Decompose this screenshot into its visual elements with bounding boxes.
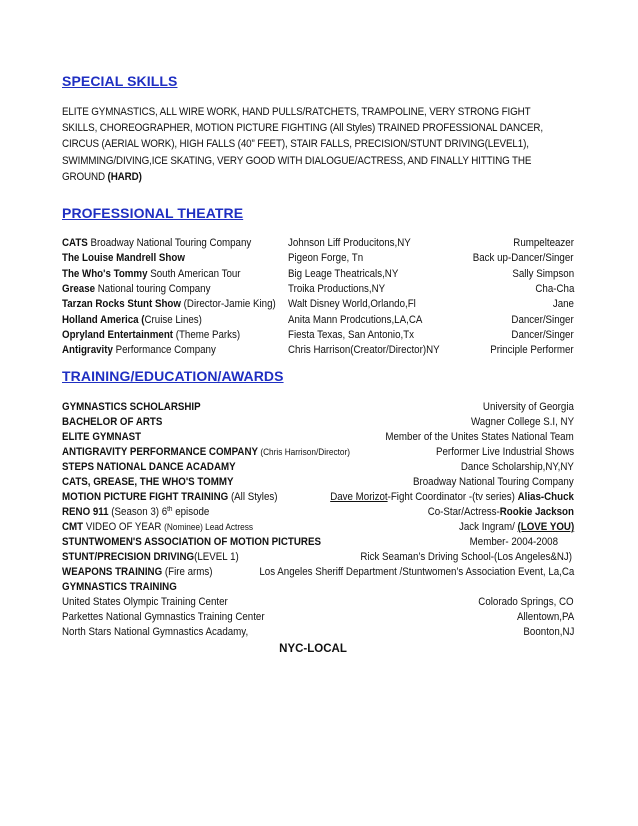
training-row bbox=[62, 446, 574, 461]
training-detail-text: Co-Star/Actress- bbox=[427, 506, 500, 518]
theatre-producer: Johnson Liff Producitons,NY bbox=[288, 237, 411, 249]
theatre-show-title: Tarzan Rocks Stunt Show bbox=[62, 298, 181, 311]
training-title-note: (Season 3) 6 bbox=[108, 506, 168, 518]
theatre-show-detail: Cruise Lines) bbox=[144, 313, 202, 326]
training-row bbox=[62, 551, 574, 566]
training-detail: Dance Scholarship,NY,NY bbox=[460, 461, 574, 473]
theatre-producer: Pigeon Forge, Tn bbox=[288, 252, 364, 265]
training-row bbox=[62, 611, 574, 626]
theatre-credit-row bbox=[62, 298, 574, 313]
training-title-bold: RENO 911 bbox=[62, 506, 109, 518]
theatre-credit-row bbox=[62, 252, 574, 267]
theatre-credit-row bbox=[62, 329, 574, 344]
training-detail bbox=[330, 491, 574, 503]
training-detail: Broadway National Touring Company bbox=[413, 476, 574, 488]
theatre-producer: Fiesta Texas, San Antonio,Tx bbox=[288, 328, 415, 341]
theatre-show bbox=[62, 268, 241, 280]
training-detail: Allentown,PA bbox=[516, 611, 574, 623]
training-detail-text: -Fight Coordinator -(tv series) bbox=[387, 491, 518, 503]
special-skills-heading: SPECIAL SKILLS bbox=[62, 73, 178, 89]
theatre-credit-row bbox=[62, 344, 574, 359]
theatre-show bbox=[62, 298, 276, 310]
theatre-show-title: The Who's Tommy bbox=[62, 267, 148, 280]
theatre-show bbox=[62, 283, 210, 295]
theatre-show-detail: National touring Company bbox=[95, 282, 211, 295]
footer-text: NYC-LOCAL bbox=[279, 643, 347, 655]
training-title: United States Olympic Training Center bbox=[62, 596, 228, 608]
theatre-credit-row bbox=[62, 283, 574, 298]
training-row bbox=[62, 581, 574, 596]
special-skills-bold: (HARD) bbox=[107, 170, 142, 183]
theatre-show-title: Holland America ( bbox=[62, 313, 145, 326]
training-detail: University of Georgia bbox=[482, 401, 574, 413]
training-row bbox=[62, 461, 574, 476]
training-title: GYMNASTICS SCHOLARSHIP bbox=[62, 401, 201, 413]
training-title bbox=[62, 521, 253, 533]
training-title-note: (Fire arms) bbox=[162, 566, 213, 578]
training-detail-bold: (LOVE YOU) bbox=[517, 521, 574, 533]
theatre-producer: Big Leage Theatricals,NY bbox=[288, 267, 399, 280]
theatre-producer: Walt Disney World,Orlando,Fl bbox=[288, 298, 416, 311]
training-title-bold: STUNT/PRECISION DRIVING bbox=[62, 551, 195, 563]
theatre-role: Rumpelteazer bbox=[513, 237, 574, 249]
training-row bbox=[62, 431, 574, 446]
training-title-bold: MOTION PICTURE FIGHT TRAINING bbox=[62, 491, 229, 503]
training-row bbox=[62, 521, 574, 536]
theatre-credit-row bbox=[62, 237, 574, 252]
training-detail-text: Jack Ingram/ bbox=[458, 521, 518, 533]
training-title: GYMNASTICS TRAINING bbox=[62, 581, 177, 593]
training-row bbox=[62, 506, 574, 521]
training-detail-underlined: Dave Morizot bbox=[330, 491, 388, 503]
training-title-bold: ANTIGRAVITY PERFORMANCE COMPANY bbox=[62, 446, 259, 458]
theatre-show-title: CATS bbox=[62, 237, 88, 249]
training-title: Parkettes National Gymnastics Training Center bbox=[62, 611, 265, 623]
theatre-show bbox=[62, 344, 216, 356]
theatre-credit-row bbox=[62, 268, 574, 283]
theatre-show bbox=[62, 252, 185, 264]
training-detail: Performer Live Industrial Shows bbox=[435, 446, 574, 458]
training-row bbox=[62, 626, 574, 641]
theatre-show-detail: Performance Company bbox=[112, 344, 216, 357]
theatre-show-title: Antigravity bbox=[62, 344, 113, 357]
training-title bbox=[62, 446, 350, 458]
training-title-note: (LEVEL 1) bbox=[194, 551, 239, 563]
theatre-show-title: Grease bbox=[62, 282, 96, 295]
theatre-credit-row bbox=[62, 314, 574, 329]
training-title-sup: th bbox=[167, 506, 173, 513]
training-heading: TRAINING/EDUCATION/AWARDS bbox=[62, 368, 284, 384]
training-title-bold: WEAPONS TRAINING bbox=[62, 566, 163, 578]
theatre-show-detail: (Theme Parks) bbox=[173, 328, 241, 341]
training-detail-bold: Alias-Chuck bbox=[517, 491, 574, 503]
theatre-show-detail: South American Tour bbox=[147, 267, 241, 280]
training-title-small: (Nominee) Lead Actress bbox=[164, 522, 254, 532]
training-title bbox=[62, 551, 239, 563]
theatre-role: Principle Performer bbox=[490, 344, 574, 357]
theatre-producer: Anita Mann Prodcutions,LA,CA bbox=[288, 313, 423, 326]
theatre-producer: Troika Productions,NY bbox=[288, 282, 386, 295]
training-row bbox=[62, 596, 574, 611]
theatre-show-title: Opryland Entertainment bbox=[62, 328, 174, 341]
training-title: STUNTWOMEN'S ASSOCIATION OF MOTION PICTURES bbox=[62, 536, 321, 548]
training-detail bbox=[428, 506, 574, 518]
theatre-show-detail: (Director-Jamie King) bbox=[180, 298, 276, 311]
theatre-show-detail: Broadway National Touring Company bbox=[87, 237, 252, 249]
theatre-role: Dancer/Singer bbox=[511, 328, 574, 341]
training-row bbox=[62, 566, 574, 581]
training-title bbox=[62, 566, 213, 578]
training-detail: Member of the Unites States National Team bbox=[385, 431, 574, 443]
theatre-show-title: The Louise Mandrell Show bbox=[62, 252, 185, 265]
training-title: North Stars National Gymnastics Acadamy, bbox=[62, 626, 249, 638]
training-title-note: VIDEO OF YEAR bbox=[83, 521, 165, 533]
training-row bbox=[62, 491, 574, 506]
theatre-show bbox=[62, 329, 240, 341]
training-title-note: (All Styles) bbox=[228, 491, 278, 503]
training-row bbox=[62, 401, 574, 416]
theatre-role: Back up-Dancer/Singer bbox=[473, 252, 574, 265]
theatre-show bbox=[62, 237, 251, 249]
theatre-role: Sally Simpson bbox=[512, 267, 574, 280]
training-detail: Boonton,NJ bbox=[523, 626, 574, 638]
training-title bbox=[62, 506, 209, 518]
training-row bbox=[62, 536, 574, 551]
training-title: BACHELOR OF ARTS bbox=[62, 416, 163, 428]
training-title: CATS, GREASE, THE WHO'S TOMMY bbox=[62, 476, 234, 488]
training-title: STEPS NATIONAL DANCE ACADAMY bbox=[62, 461, 236, 473]
theatre-role: Jane bbox=[552, 298, 574, 311]
training-title bbox=[62, 491, 278, 503]
theatre-producer: Chris Harrison(Creator/Director)NY bbox=[288, 344, 440, 357]
training-title-note: episode bbox=[172, 506, 210, 518]
training-title: ELITE GYMNAST bbox=[62, 431, 142, 443]
training-detail-bold: Rookie Jackson bbox=[499, 506, 574, 518]
training-row bbox=[62, 416, 574, 431]
training-title-bold: CMT bbox=[62, 521, 84, 533]
training-detail: Rick Seaman’s Driving School-(Los Angeles&NJ) bbox=[360, 551, 572, 563]
theatre-role: Cha-Cha bbox=[534, 282, 574, 295]
training-detail: Wagner College S.I, NY bbox=[470, 416, 574, 428]
training-detail: Colorado Springs, CO bbox=[478, 596, 574, 608]
training-detail: Los Angeles Sheriff Department /Stuntwomen’s Association Event, La,Ca bbox=[259, 566, 574, 578]
professional-theatre-heading: PROFESSIONAL THEATRE bbox=[62, 205, 244, 221]
footer-union-label bbox=[0, 643, 638, 655]
theatre-role: Dancer/Singer bbox=[511, 313, 574, 326]
training-row bbox=[62, 476, 574, 491]
training-title-note: (Chris Harrison/Director) bbox=[258, 447, 351, 457]
training-detail bbox=[459, 521, 574, 533]
training-detail: Member- 2004-2008 bbox=[469, 536, 558, 548]
special-skills-body: ELITE GYMNASTICS, ALL WIRE WORK, HAND PULLS/RATCHETS, TRAMPOLINE, VERY STRONG FIGHT SKILLS, CHOREOGRAPHER, MOTION PICTURE FIGHTING (All Styles) TRAINED PROFESSIONAL DANCER, CIRCUS (AERIAL WORK), HIGH FALLS (40” FEET), STAIR FALLS, PRECISION/STUNT DRIVING(LEVEL1), SWIMMING/DIVING,ICE SKATING, VERY GOOD WITH DIALOGUE/ACTRESS, AND FINALLY HITTING THE GROUND bbox=[62, 106, 543, 183]
theatre-show bbox=[62, 314, 202, 326]
special-skills-text bbox=[62, 104, 546, 185]
